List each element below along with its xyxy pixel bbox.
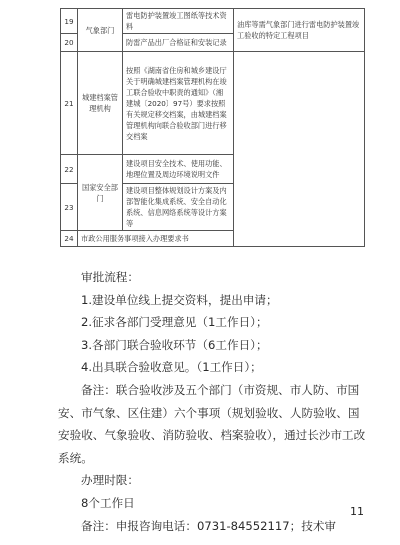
step-3: 3.各部门联合验收环节（6工作日）； [81, 337, 268, 352]
row-number: 21 [61, 52, 78, 155]
table-row [61, 52, 365, 155]
row-number: 20 [61, 34, 78, 52]
department-cell: 城建档案管理机构 [78, 52, 123, 155]
time-value: 8个工作日 [81, 495, 135, 510]
row-number: 22 [61, 155, 78, 184]
department-cell: 国家安全部门 [78, 155, 123, 231]
material-cell: 按照《湖南省住房和城乡建设厅关于明确城建档案管理机构在竣工联合验收中职责的通知》（湘建城〔2020〕97号）要求按照有关规定移交档案，由城建档案管理机构向联合验收部门进行移交档案 [123, 52, 234, 155]
time-title: 办理时限： [81, 473, 139, 488]
body-text [58, 266, 368, 537]
page-number: 11 [350, 505, 364, 518]
step-4: 4.出具联合验收意见。（1工作日）； [81, 360, 262, 375]
row-number: 23 [61, 184, 78, 231]
requirements-table [60, 8, 365, 247]
department-cell: 气象部门 [78, 9, 123, 52]
row-number: 19 [61, 9, 78, 34]
note-paragraph: 备注：联合验收涉及五个部门（市资规、市人防、市国安、市气象、区住建）六个事项（规划验收、人防验收、国安验收、气象验收、消防验收、档案验收），通过长沙市工改系统。 [58, 382, 366, 465]
step-2: 2.征求各部门受理意见（1工作日）； [81, 315, 268, 330]
step-1: 1.建设单位线上提交资料，提出申请； [81, 292, 278, 307]
contact-line: 备注：申报咨询电话：0731-84552117；技术审 [81, 518, 337, 533]
table-row [61, 9, 365, 34]
approval-title: 审批流程： [81, 270, 139, 284]
material-cell: 市政公用服务事项接入办理要求书 [78, 231, 234, 247]
note-cell-empty [234, 52, 365, 247]
note-cell: 油库等需气象部门进行雷电防护装置竣工验收的特定工程项目 [234, 9, 365, 52]
row-number: 24 [61, 231, 78, 247]
material-cell: 建设项目整体规划设计方案及内部智能化集成系统、安全自动化系统、信息网络系统等设计方案等 [123, 184, 234, 231]
material-cell: 防雷产品出厂合格证和安装记录 [123, 34, 234, 52]
material-cell: 建设项目安全技术、使用功能、地理位置及周边环境说明文件 [123, 155, 234, 184]
material-cell: 雷电防护装置竣工图纸等技术资料 [123, 9, 234, 34]
